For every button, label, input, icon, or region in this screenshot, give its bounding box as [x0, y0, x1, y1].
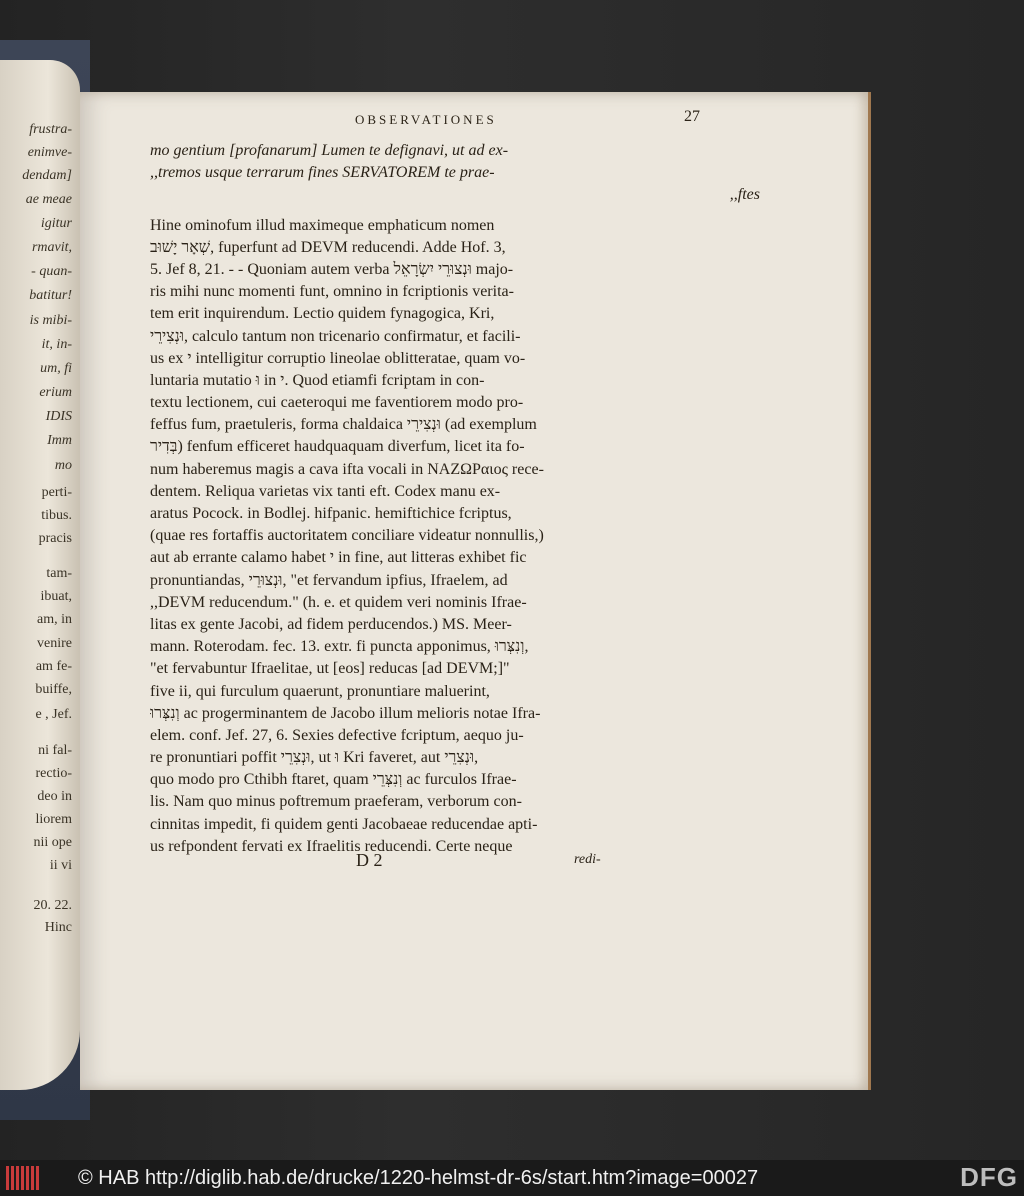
left-page-line: erium — [39, 385, 72, 400]
text-line: dentem. Reliqua varietas vix tanti eft. Codex manu ex- — [150, 482, 501, 500]
left-page-line: deo in — [37, 789, 72, 804]
catchword: redi- — [574, 852, 601, 867]
text-line: luntaria mutatio וּ in י. Quod etiamfi fcriptam in con- — [150, 371, 485, 389]
left-page-line: tam- — [46, 566, 72, 581]
text-line: feffus fum, praetuleris, forma chaldaica וּנְצִירֵי (ad exemplum — [150, 416, 537, 434]
left-page-line: ibuat, — [40, 589, 72, 604]
left-page-line: batitur! — [29, 288, 72, 303]
text-line: וּנְצִירֵי, calculo tantum non tricenario confirmatur, et facili- — [150, 327, 521, 345]
left-page-line: liorem — [35, 812, 72, 827]
text-line: aratus Pocock. in Bodlej. hifpanic. hemiftichice fcriptus, — [150, 505, 512, 522]
text-line: (quae res fortaffis auctoritatem conciliare videatur nonnullis,) — [150, 527, 544, 545]
text-line: quo modo pro Cthibh ftaret, quam וְנִצְּרֵי ac furculos Ifrae- — [150, 771, 517, 789]
page-number: 27 — [684, 108, 700, 125]
left-page-line: frustra- — [29, 122, 72, 137]
text-line: us refpondent fervati ex Ifraelitis reducendi. Certe neque — [150, 837, 513, 855]
text-line: ,,DEVM reducendum." (h. e. et quidem veri nominis Ifrae- — [150, 593, 527, 611]
left-page-line: IDIS — [45, 409, 72, 424]
left-page-line: um, fi — [40, 361, 72, 376]
text-line: lis. Nam quo minus poftremum praeferam, verborum con- — [150, 793, 522, 811]
left-page-line: am fe- — [35, 659, 72, 674]
text-line: num haberemus magis a cava ifta vocali in NAZΩPαιος rece- — [150, 460, 544, 478]
left-page-line: ni fal- — [38, 743, 72, 758]
text-line: ris mihi nunc momenti funt, omnino in fcriptionis verita- — [150, 283, 514, 301]
signature-mark: D 2 — [356, 850, 383, 870]
text-line: Hine ominofum illud maximeque emphaticum nomen — [150, 216, 495, 234]
left-page-line: - quan- — [31, 264, 72, 279]
text-line: cinnitas impedit, fi quidem genti Jacobaeae reducendae apti- — [150, 815, 538, 833]
left-page-line: perti- — [41, 485, 72, 500]
page-header — [270, 108, 700, 132]
text-line: litas ex gente Jacobi, ad fidem perducendos.) MS. Meer- — [150, 615, 512, 633]
text-line: aut ab errante calamo habet י in fine, aut litteras exhibet fic — [150, 549, 527, 567]
text-line: ,,ftes — [729, 186, 760, 204]
left-page-line: igitur — [40, 216, 72, 231]
left-page-line: tibus. — [41, 508, 72, 523]
left-page-line: rmavit, — [31, 240, 72, 255]
text-line: pronuntiandas, וּנְצוּרֵי, "et fervandum ipfius, Ifraelem, ad — [150, 571, 508, 589]
left-page-line: Hinc — [44, 920, 72, 935]
text-line: ,,tremos usque terrarum fines SERVATOREM te prae- — [150, 164, 495, 182]
left-page-line: ii vi — [49, 858, 72, 873]
copyright-url[interactable]: © HAB http://diglib.hab.de/drucke/1220-helmst-dr-6s/start.htm?image=00027 — [78, 1167, 759, 1189]
left-page-line: 20. 22. — [33, 898, 72, 913]
text-line: בְּדִיר) fenfum efficeret haudquaquam diverfum, licet ita fo- — [150, 438, 525, 456]
text-line: re pronuntiari poffit וּנְצִרֵי, ut וּ Kri faveret, aut וּנְצִרֵי, — [150, 749, 479, 767]
left-page-line: it, in- — [41, 337, 72, 352]
text-line: "et fervabuntur Ifraelitae, ut [eos] reducas [ad DEVM;]" — [150, 660, 510, 678]
text-line: שְׁאָר יָשׁוּב, fuperfunt ad DEVM reducendi. Adde Hof. 3, — [150, 238, 506, 256]
text-line: mo gentium [profanarum] Lumen te defignavi, ut ad ex- — [150, 142, 509, 159]
footer-bar — [0, 1160, 1024, 1196]
left-page-line: Imm — [47, 433, 72, 448]
text-line: us ex י intelligitur corruptio lineolae oblitteratae, quam vo- — [150, 349, 526, 367]
left-page-line: venire — [37, 636, 72, 651]
left-page-line: mo — [54, 458, 72, 473]
left-page-line: is mibi- — [29, 313, 72, 328]
text-line: 5. Jef 8, 21. - - Quoniam autem verba וּנְצוּרֵי יִשְׂרָאֵל majo- — [150, 260, 514, 278]
left-page-line: nii ope — [33, 835, 72, 850]
text-line: five ii, qui furculum quaerunt, pronuntiare maluerint, — [150, 682, 490, 700]
dfg-logo: DFG — [960, 1162, 1018, 1192]
left-facing-page — [0, 60, 80, 1090]
text-line: mann. Roterodam. fec. 13. extr. fi puncta apponimus, וְנִצְּרוּ, — [150, 638, 529, 656]
hab-logo-icon — [6, 1166, 46, 1190]
left-page-line: pracis — [38, 531, 72, 546]
left-page-line: buiffe, — [35, 682, 72, 697]
text-line: וְנִצְּרוּ ac progerminantem de Jacobo illum melioris notae Ifra- — [150, 704, 541, 722]
running-head: OBSERVATIONES — [355, 112, 497, 127]
left-page-line: ae meae — [25, 192, 72, 207]
left-page-line: enimve- — [27, 145, 72, 160]
text-line: tem erit inquirendum. Lectio quidem fynagogica, Kri, — [150, 305, 495, 323]
left-page-line: rectio- — [35, 766, 72, 781]
left-page-line: am, in — [37, 612, 72, 627]
left-page-line: dendam] — [22, 168, 72, 183]
text-line: textu lectionem, cui caeteroqui me faventiorem modo pro- — [150, 394, 524, 412]
left-page-line: e , Jef. — [35, 707, 72, 722]
text-line: elem. conf. Jef. 27, 6. Sexies defective fcriptum, aequo ju- — [150, 726, 524, 744]
body-text — [150, 140, 760, 858]
